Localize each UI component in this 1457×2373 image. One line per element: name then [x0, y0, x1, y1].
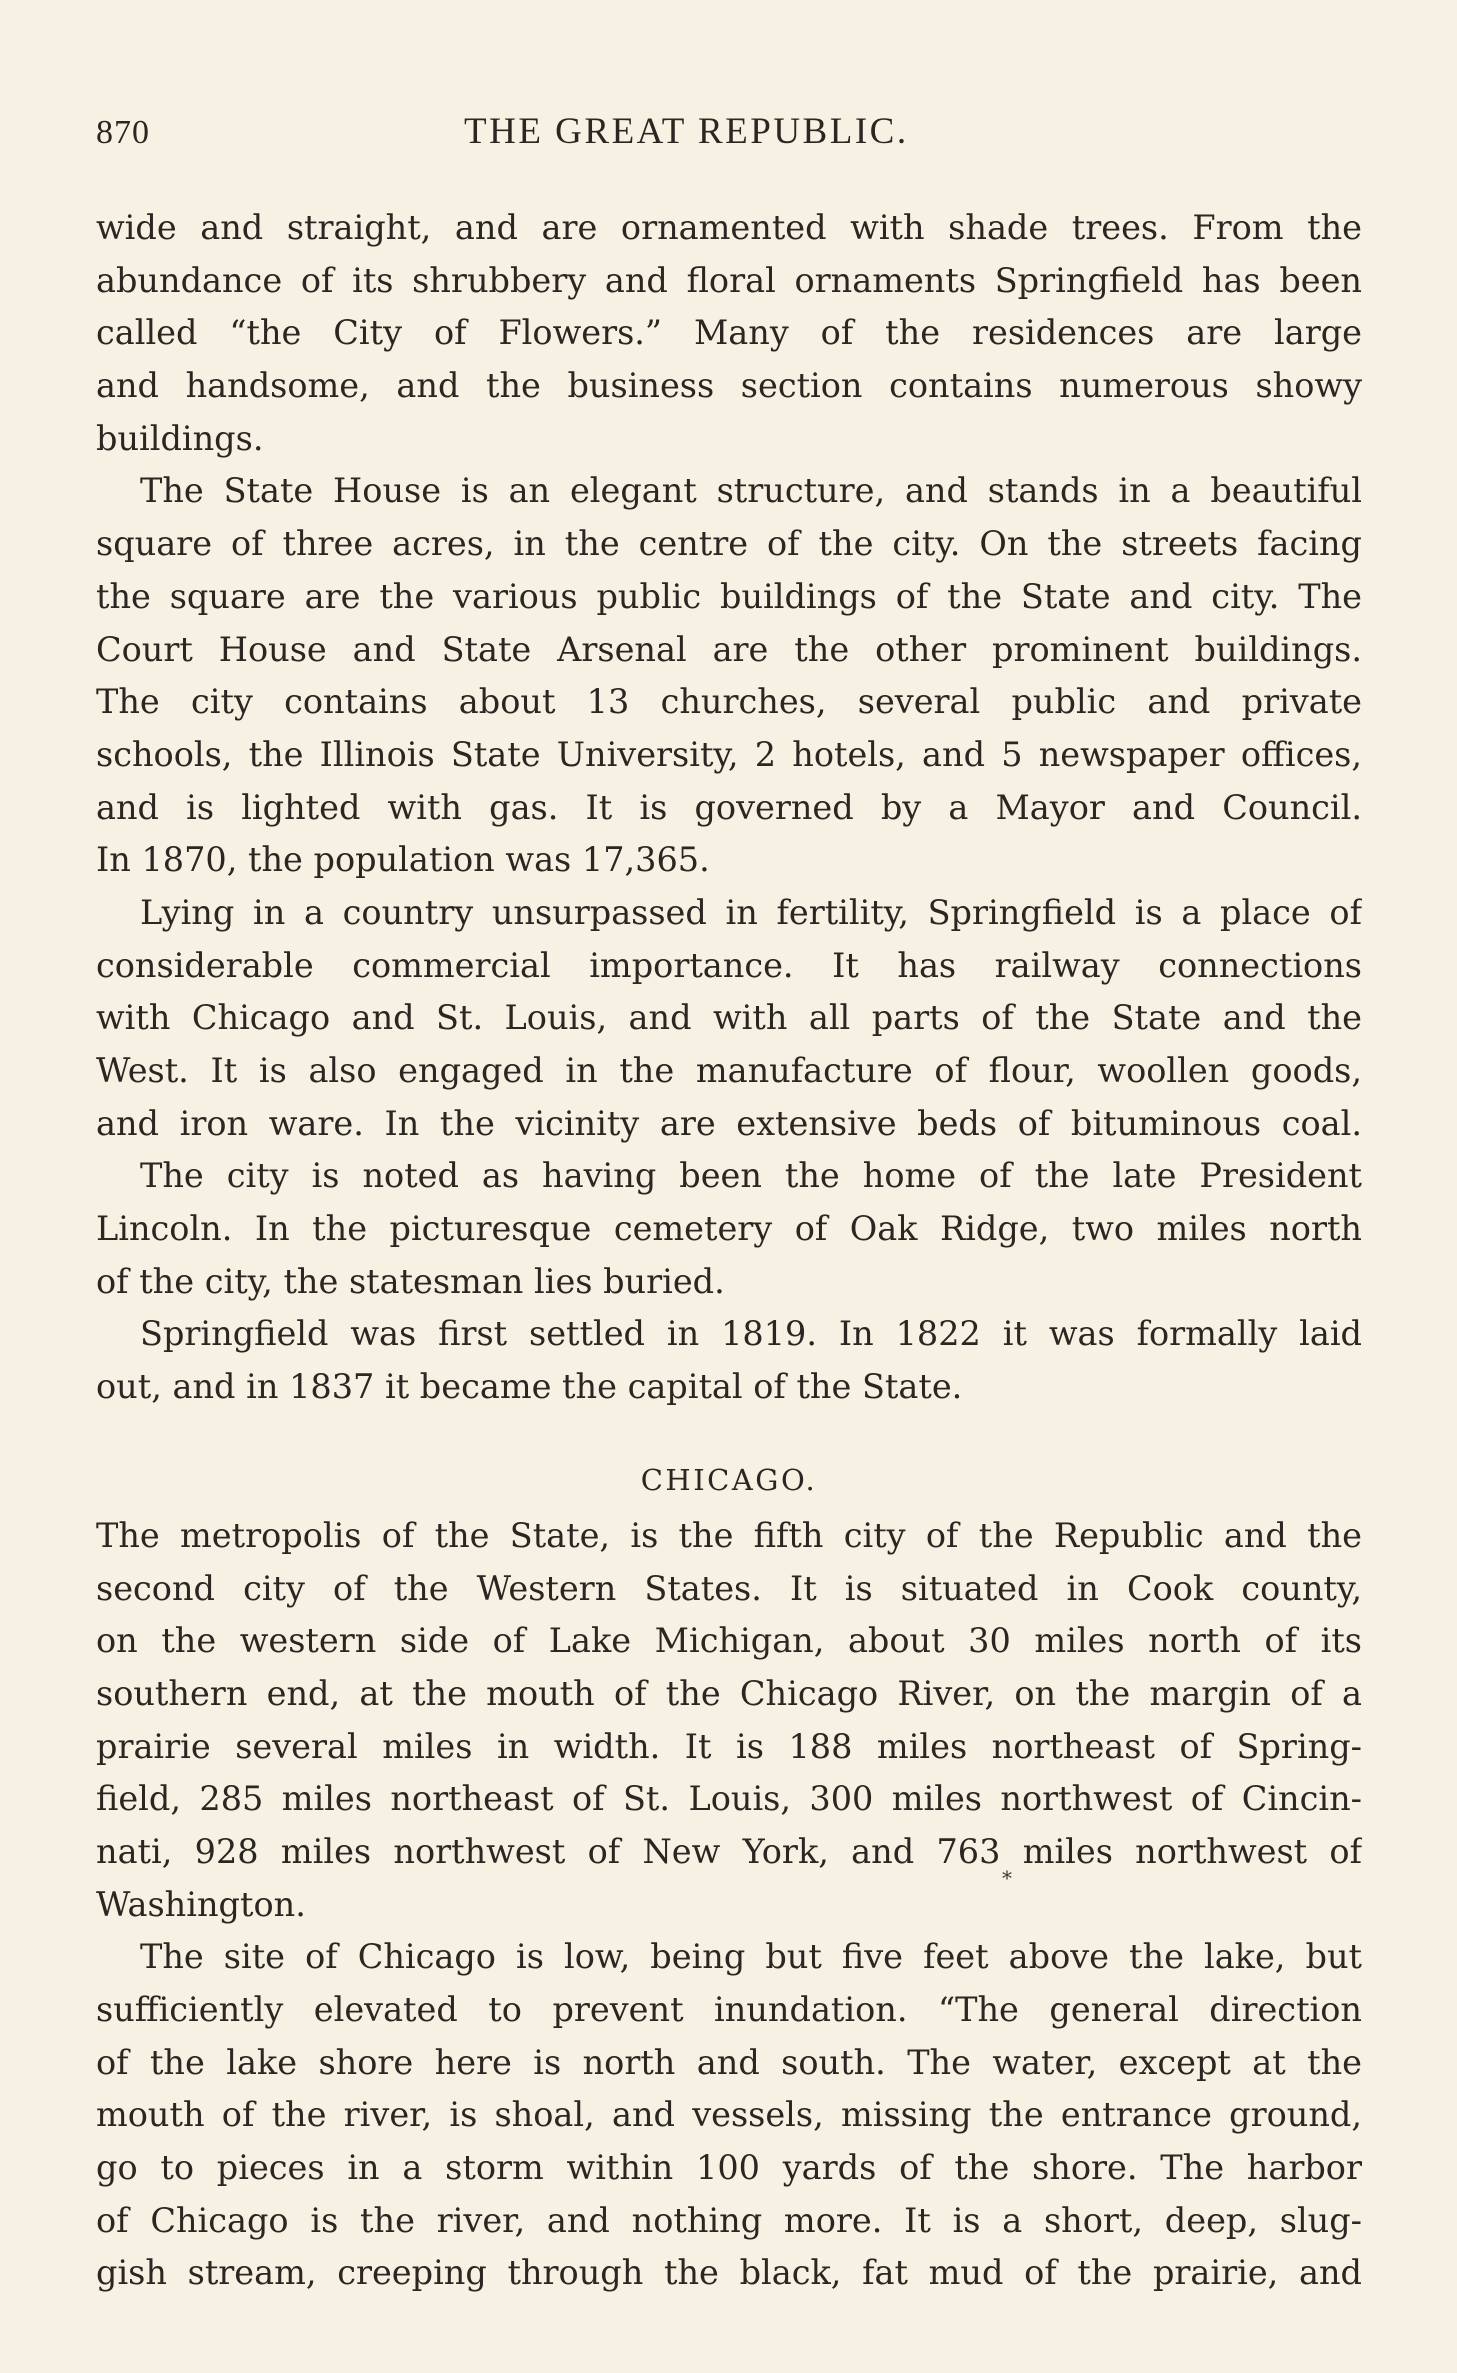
- paragraph-start-line: The site of Chicago is low, being but five feet above the lake, but: [140, 1937, 1362, 1977]
- text-line: The metropolis of the State, is the fifth city of the Republic and the: [96, 1515, 1362, 1555]
- text-line: field, 285 miles northeast of St. Louis, 300 miles northwest of Cincin-: [96, 1779, 1362, 1819]
- text-line: sufficiently elevated to prevent inundation. “The general direction: [96, 1990, 1362, 2029]
- text-line: mouth of the river, is shoal, and vessels, missing the entrance ground,: [96, 2095, 1362, 2135]
- running-head: [96, 110, 1362, 166]
- text-line: abundance of its shrubbery and floral ornaments Springfield has been: [96, 260, 1362, 300]
- body-text: [96, 202, 1362, 2300]
- text-line: of the lake shore here is north and south. The water, except at the: [96, 2042, 1362, 2082]
- text-line: Court House and State Arsenal are the other prominent buildings.: [96, 629, 1362, 669]
- text-line: and handsome, and the business section contains numerous showy: [96, 366, 1362, 406]
- paragraph-start-line: Springfield was first settled in 1819. In 1822 it was formally laid: [140, 1314, 1362, 1354]
- text-line: buildings.: [96, 418, 264, 458]
- page-heading: THE GREAT REPUBLIC.: [464, 111, 909, 152]
- text-line: Washington.: [96, 1884, 306, 1924]
- text-line: southern end, at the mouth of the Chicago River, on the margin of a: [96, 1673, 1362, 1713]
- text-line: of the city, the statesman lies buried.: [96, 1261, 725, 1301]
- paragraph-start-line: Lying in a country unsurpassed in fertility, Springfield is a place of: [140, 892, 1362, 932]
- text-line: The city contains about 13 churches, several public and private: [96, 682, 1362, 722]
- text-line: of Chicago is the river, and nothing more. It is a short, deep, slug-: [96, 2200, 1362, 2240]
- stray-print-mark: *: [1002, 1866, 1012, 1890]
- text-line: and iron ware. In the vicinity are extensive beds of bituminous coal.: [96, 1103, 1362, 1143]
- text-line: gish stream, creeping through the black, fat mud of the prairie, and: [96, 2253, 1362, 2293]
- text-line: In 1870, the population was 17,365.: [96, 840, 710, 880]
- text-line: prairie several miles in width. It is 188 miles northeast of Spring-: [96, 1726, 1362, 1766]
- text-line: on the western side of Lake Michigan, about 30 miles north of its: [96, 1621, 1362, 1661]
- text-line: the square are the various public buildings of the State and city. The: [96, 576, 1362, 616]
- text-line: square of three acres, in the centre of the city. On the streets facing: [96, 524, 1362, 564]
- text-line: out, and in 1837 it became the capital of the State.: [96, 1367, 963, 1407]
- page-number: 870: [96, 114, 150, 151]
- text-line: wide and straight, and are ornamented with shade trees. From the: [96, 208, 1362, 247]
- paragraph-start-line: The State House is an elegant structure, and stands in a beautiful: [140, 471, 1362, 511]
- text-line: Lincoln. In the picturesque cemetery of Oak Ridge, two miles north: [96, 1209, 1362, 1249]
- text-line: schools, the Illinois State University, 2 hotels, and 5 newspaper offices,: [96, 734, 1362, 774]
- text-line: called “the City of Flowers.” Many of the residences are large: [96, 313, 1362, 353]
- text-line: go to pieces in a storm within 100 yards of the shore. The harbor: [96, 2148, 1362, 2188]
- text-line: considerable commercial importance. It has railway connections: [96, 945, 1362, 985]
- book-page: [96, 110, 1362, 2300]
- text-line: second city of the Western States. It is situated in Cook county,: [96, 1568, 1362, 1608]
- paragraph-start-line: The city is noted as having been the home of the late President: [140, 1156, 1362, 1196]
- text-line: nati, 928 miles northwest of New York, and 763 miles northwest of: [96, 1831, 1362, 1871]
- text-line: with Chicago and St. Louis, and with all parts of the State and the: [96, 998, 1362, 1038]
- text-line: West. It is also engaged in the manufacture of flour, woollen goods,: [96, 1051, 1362, 1090]
- text-line: and is lighted with gas. It is governed by a Mayor and Council.: [96, 787, 1362, 827]
- section-heading: CHICAGO.: [640, 1462, 818, 1497]
